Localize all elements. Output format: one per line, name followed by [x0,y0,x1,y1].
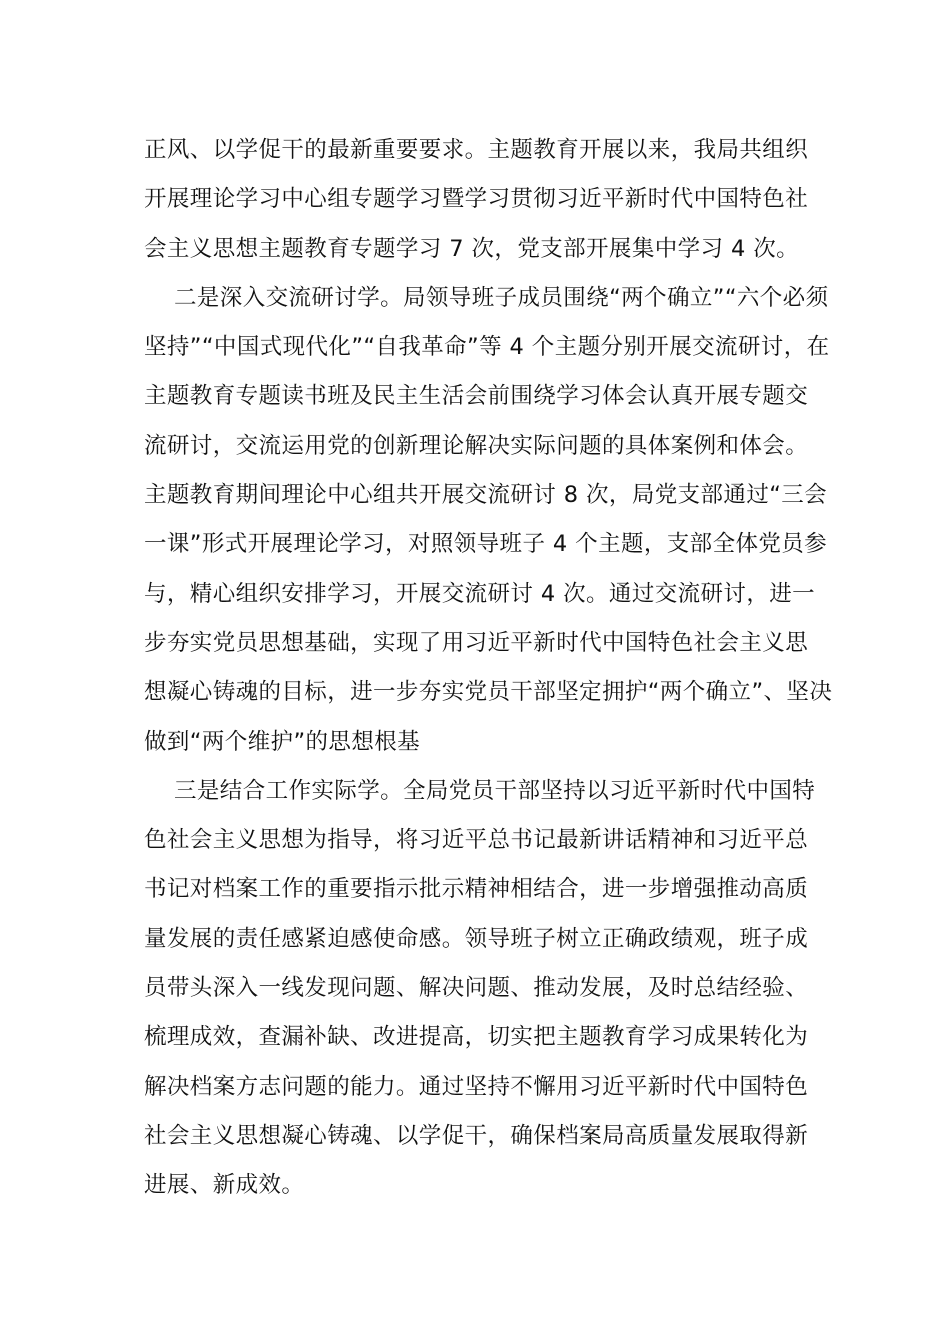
text-line: 三是结合工作实际学。全局党员干部坚持以习近平新时代中国特 [174,777,816,804]
text-line: 想凝心铸魂的目标，进一步夯实党员干部坚定拥护“两个确立”、坚决 [144,679,833,706]
paragraph-practical-work [144,767,816,1211]
text-line: 做到“两个维护”的思想根基 [144,728,421,755]
text-line: 员带头深入一线发现问题、解决问题、推动发展，及时总结经验、 [144,975,809,1002]
paragraph-continuation [144,126,808,274]
text-line: 会主义思想主题教育专题学习 7 次，党支部开展集中学习 4 次。 [144,235,800,262]
text-line: 流研讨，交流运用党的创新理论解决实际问题的具体案例和体会。 [144,432,809,459]
text-line: 主题教育期间理论中心组共开展交流研讨 8 次，局党支部通过“三会 [144,482,828,509]
document-body [144,126,833,1211]
text-line: 色社会主义思想为指导，将习近平总书记最新讲话精神和习近平总 [144,827,809,854]
text-line: 二是深入交流研讨学。局领导班子成员围绕“两个确立”“六个必须 [174,284,829,311]
text-line: 步夯实党员思想基础，实现了用习近平新时代中国特色社会主义思 [144,629,809,656]
text-line: 正风、以学促干的最新重要要求。主题教育开展以来，我局共组织 [144,137,809,163]
text-line: 社会主义思想凝心铸魂、以学促干，确保档案局高质量发展取得新 [144,1122,809,1149]
text-line: 一课”形式开展理论学习，对照领导班子 4 个主题，支部全体党员参 [144,531,828,558]
text-line: 与，精心组织安排学习，开展交流研讨 4 次。通过交流研讨，进一 [144,580,816,607]
text-line: 书记对档案工作的重要指示批示精神相结合，进一步增强推动高质 [144,876,809,903]
text-line: 坚持”“中国式现代化”“自我革命”等 4 个主题分别开展交流研讨，在 [144,334,830,361]
text-line: 主题教育专题读书班及民主生活会前围绕学习体会认真开展专题交 [144,383,809,410]
text-line: 量发展的责任感紧迫感使命感。领导班子树立正确政绩观，班子成 [144,925,809,952]
text-line: 解决档案方志问题的能力。通过坚持不懈用习近平新时代中国特色 [144,1073,809,1100]
text-line: 进展、新成效。 [144,1172,305,1199]
text-line: 梳理成效，查漏补缺、改进提高，切实把主题教育学习成果转化为 [144,1024,809,1051]
text-line: 开展理论学习中心组专题学习暨学习贯彻习近平新时代中国特色社 [144,186,809,213]
paragraph-exchange-discussion [144,274,833,767]
